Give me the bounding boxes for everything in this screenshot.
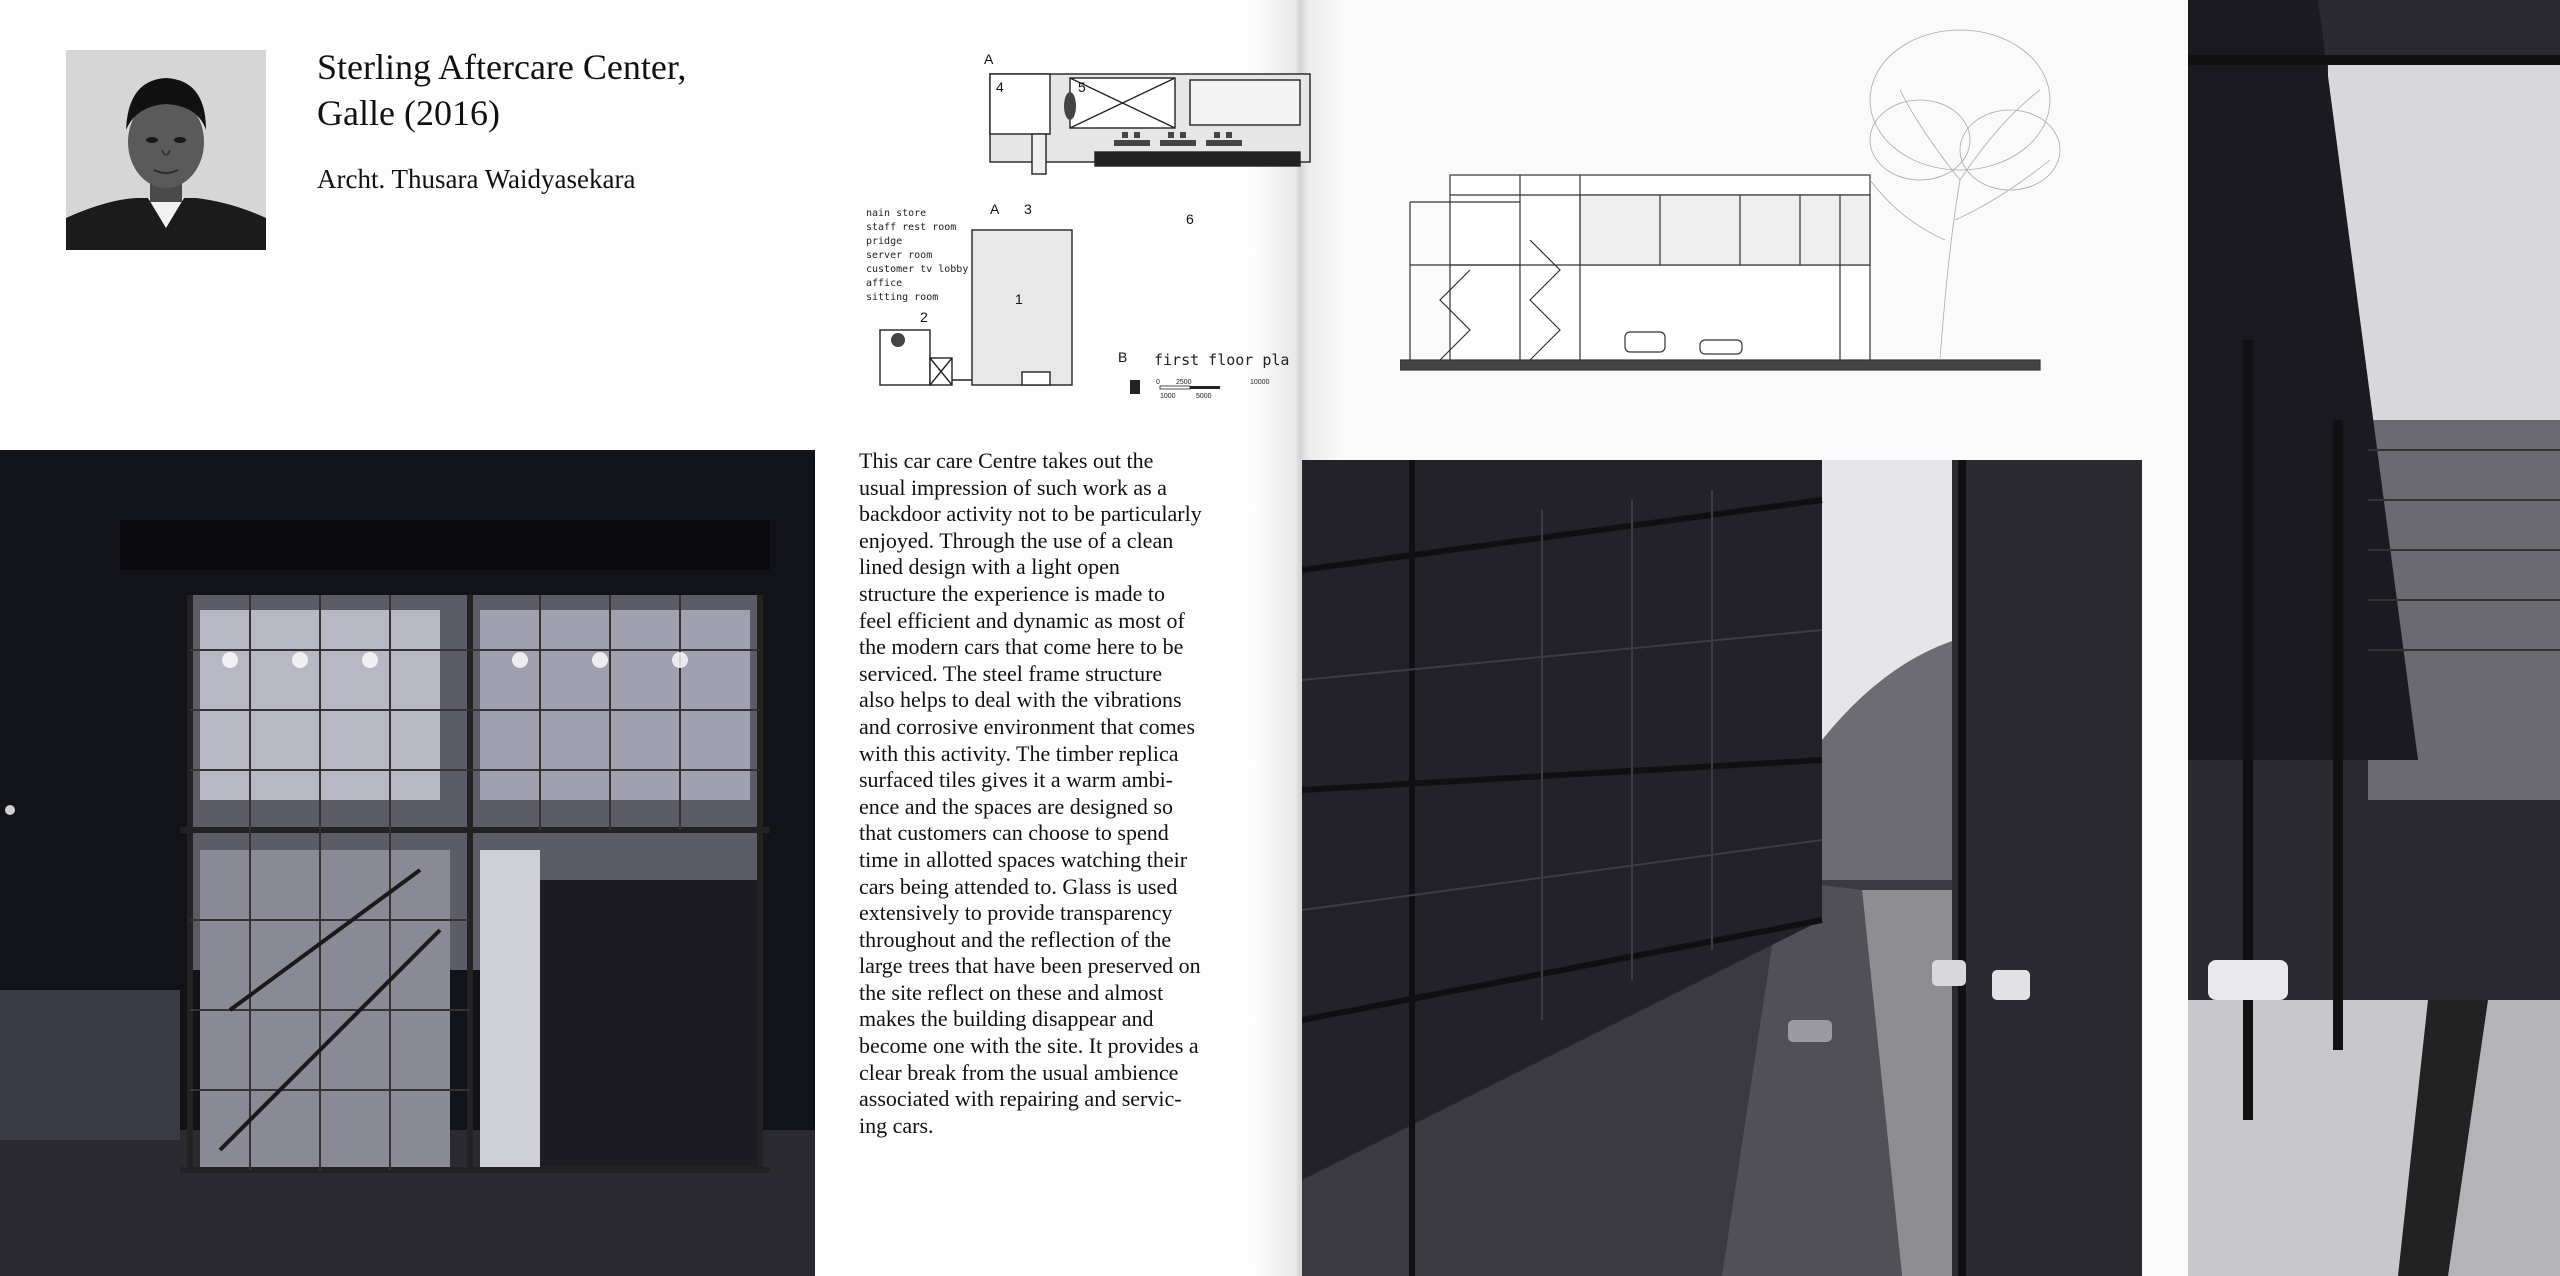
text-line: ence and the spaces are designed so bbox=[859, 793, 1173, 819]
scale-label: 10000 bbox=[1250, 379, 1270, 386]
project-description bbox=[859, 448, 1229, 1139]
room-number: 6 bbox=[1186, 211, 1194, 227]
text-line: serviced. The steel frame structure bbox=[859, 660, 1163, 686]
section-marker: B bbox=[1118, 349, 1128, 365]
text-line: and corrosive environment that comes bbox=[859, 713, 1196, 739]
room-number: 1 bbox=[1015, 291, 1023, 307]
scale-label: 5000 bbox=[1196, 393, 1212, 400]
architect-name: Archt. Thusara Waidyasekara bbox=[317, 164, 636, 194]
text-line: the modern cars that come here to be bbox=[859, 634, 1184, 660]
first-floor-plan-drawing bbox=[860, 40, 1320, 400]
text-line: with this activity. The timber replica bbox=[859, 740, 1179, 766]
text-line: throughout and the reflection of the bbox=[859, 926, 1172, 952]
scale-label: 1000 bbox=[1160, 393, 1176, 400]
text-line: time in allotted spaces watching their bbox=[859, 846, 1188, 872]
section-marker: A bbox=[990, 201, 1000, 217]
room-number: 4 bbox=[996, 79, 1004, 95]
text-line: the site reflect on these and almost bbox=[859, 979, 1164, 1005]
scale-label: 0 bbox=[1156, 379, 1160, 386]
text-line: surfaced tiles gives it a warm ambi- bbox=[859, 767, 1174, 793]
legend-item: affice bbox=[866, 278, 903, 289]
text-line: associated with repairing and servic- bbox=[859, 1086, 1182, 1112]
title-line-2: Galle (2016) bbox=[317, 93, 500, 133]
text-line: feel efficient and dynamic as most of bbox=[859, 607, 1185, 633]
text-line: usual impression of such work as a bbox=[859, 474, 1167, 500]
project-title bbox=[317, 44, 686, 136]
text-line: makes the building disappear and bbox=[859, 1006, 1154, 1032]
text-line: lined design with a light open bbox=[859, 554, 1120, 580]
legend-item: pridge bbox=[866, 236, 903, 247]
text-line: This car care Centre takes out the bbox=[859, 448, 1154, 473]
legend-item: sitting room bbox=[866, 292, 939, 303]
text-line: cars being attended to. Glass is used bbox=[859, 873, 1178, 899]
text-line: backdoor activity not to be particularly bbox=[859, 501, 1202, 527]
room-number: 3 bbox=[1024, 201, 1032, 217]
room-number: 5 bbox=[1078, 79, 1086, 95]
text-line: large trees that have been preserved on bbox=[859, 953, 1201, 979]
scale-label: 2500 bbox=[1176, 379, 1192, 386]
legend-item: customer tv lobby bbox=[866, 264, 969, 275]
daylight-facade-photo bbox=[1302, 460, 2142, 1276]
text-line: clear break from the usual ambience bbox=[859, 1059, 1179, 1085]
legend-item: server room bbox=[866, 250, 933, 261]
legend-item: nain store bbox=[866, 208, 927, 219]
text-line: extensively to provide transparency bbox=[859, 900, 1173, 926]
text-line: that customers can choose to spend bbox=[859, 820, 1169, 846]
architect-portrait bbox=[66, 50, 266, 250]
plan-caption: first floor pla bbox=[1154, 351, 1290, 369]
legend-item: staff rest room bbox=[866, 222, 957, 233]
text-line: become one with the site. It provides a bbox=[859, 1033, 1199, 1059]
text-line: ing cars. bbox=[859, 1112, 934, 1138]
text-line: enjoyed. Through the use of a clean bbox=[859, 527, 1174, 553]
text-line: also helps to deal with the vibrations bbox=[859, 687, 1182, 713]
text-line: structure the experience is made to bbox=[859, 580, 1166, 606]
title-line-1: Sterling Aftercare Center, bbox=[317, 47, 687, 87]
night-facade-photo bbox=[0, 450, 815, 1276]
room-number: 2 bbox=[920, 309, 928, 325]
section-marker: A bbox=[984, 51, 994, 67]
canopy-detail-photo bbox=[2188, 0, 2560, 1276]
building-section-drawing bbox=[1400, 20, 2120, 380]
